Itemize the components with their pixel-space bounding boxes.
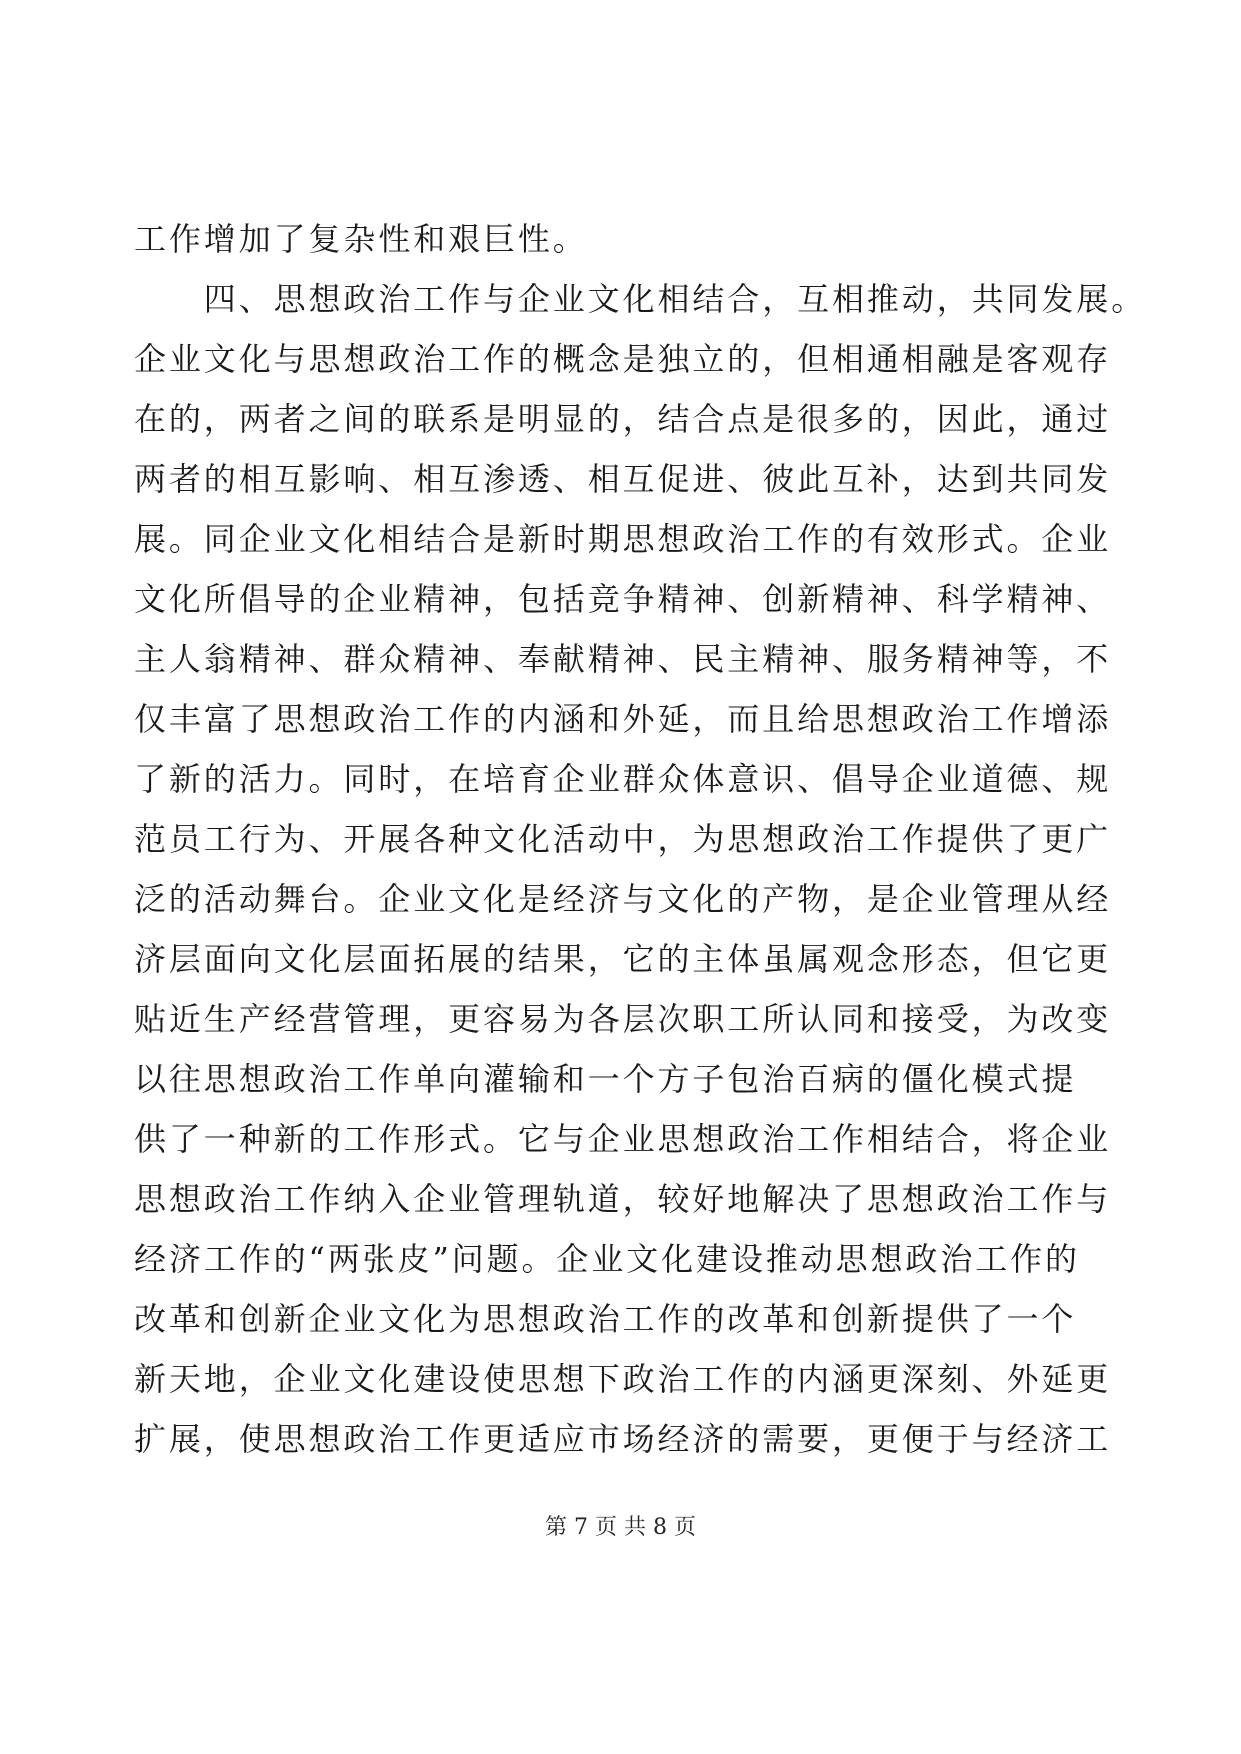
text-line: 展。同企业文化相结合是新时期思想政治工作的有效形式。企业 [134, 520, 1112, 558]
text-line: 以往思想政治工作单向灌输和一个方子包治百病的僵化模式提 [134, 1060, 1077, 1098]
text-line: 泛的活动舞台。企业文化是经济与文化的产物，是企业管理从经 [134, 880, 1112, 918]
text-line: 思想政治工作纳入企业管理轨道，较好地解决了思想政治工作与 [134, 1180, 1112, 1218]
page-footer: 第 7 页 共 8 页 [545, 1515, 696, 1540]
text-line: 贴近生产经营管理，更容易为各层次职工所认同和接受，为改变 [134, 1000, 1112, 1038]
body-text [134, 209, 1147, 1469]
text-line: 文化所倡导的企业精神，包括竞争精神、创新精神、科学精神、 [134, 580, 1112, 618]
text-line: 新天地，企业文化建设使思想下政治工作的内涵更深刻、外延更 [134, 1360, 1112, 1398]
text-line: 经济工作的“两张皮”问题。企业文化建设推动思想政治工作的 [134, 1240, 1080, 1278]
text-line: 范员工行为、开展各种文化活动中，为思想政治工作提供了更广 [134, 820, 1112, 858]
text-line: 济层面向文化层面拓展的结果，它的主体虽属观念形态，但它更 [134, 940, 1112, 978]
text-line: 主人翁精神、群众精神、奉献精神、民主精神、服务精神等，不 [134, 640, 1112, 678]
text-line: 仅丰富了思想政治工作的内涵和外延，而且给思想政治工作增添 [134, 700, 1112, 738]
text-line: 工作增加了复杂性和艰巨性。 [134, 220, 588, 258]
text-line: 四、思想政治工作与企业文化相结合，互相推动，共同发展。 [134, 280, 1147, 318]
text-line: 企业文化与思想政治工作的概念是独立的，但相通相融是客观存 [134, 340, 1112, 378]
text-line: 两者的相互影响、相互渗透、相互促进、彼此互补，达到共同发 [134, 460, 1112, 498]
text-line: 改革和创新企业文化为思想政治工作的改革和创新提供了一个 [134, 1300, 1077, 1338]
text-line: 扩展，使思想政治工作更适应市场经济的需要，更便于与经济工 [134, 1420, 1112, 1458]
text-line: 供了一种新的工作形式。它与企业思想政治工作相结合，将企业 [134, 1120, 1112, 1158]
text-line: 在的，两者之间的联系是明显的，结合点是很多的，因此，通过 [134, 400, 1112, 438]
text-line: 了新的活力。同时，在培育企业群众体意识、倡导企业道德、规 [134, 760, 1112, 798]
